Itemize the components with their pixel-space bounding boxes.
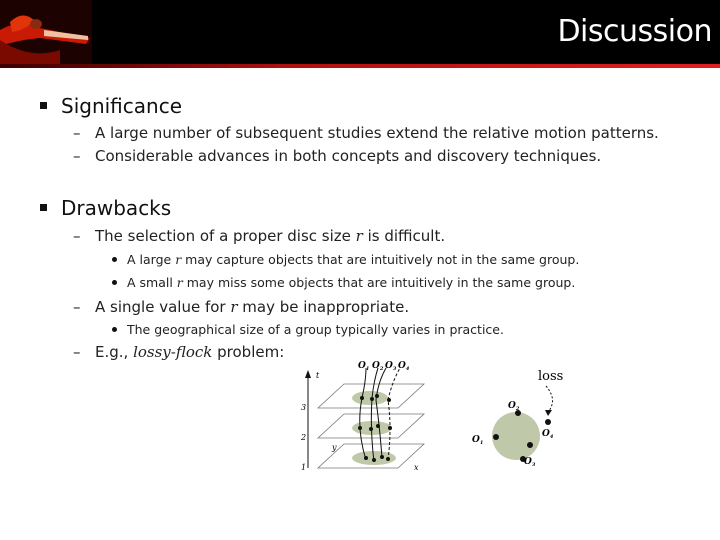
dot-bullet xyxy=(112,257,117,262)
object-label: $O_2$ xyxy=(508,401,520,412)
trajectory xyxy=(371,368,378,462)
header-dancer-image xyxy=(0,0,92,64)
arrowhead-icon xyxy=(305,370,311,378)
dot-bullet xyxy=(112,327,117,332)
sub-list-item: The geographical size of a group typically varies in practice. xyxy=(112,322,504,337)
dash-bullet: – xyxy=(73,343,81,361)
group-disc xyxy=(492,412,540,460)
square-bullet-icon xyxy=(40,102,47,109)
section-significance xyxy=(40,94,182,118)
loss-label: loss xyxy=(538,369,564,384)
axis-t-label: t xyxy=(316,371,320,380)
dot-bullet xyxy=(112,280,117,285)
object-label: $O_3$ xyxy=(385,361,397,372)
level-label: 1 xyxy=(301,463,307,472)
dash-bullet: – xyxy=(73,227,81,245)
trajectory xyxy=(376,368,386,458)
section-drawbacks xyxy=(40,196,171,220)
dash-bullet: – xyxy=(73,147,81,165)
object-label: $O_4$ xyxy=(398,361,410,372)
header-divider xyxy=(0,64,720,68)
slide-title: Discussion xyxy=(557,14,712,49)
level-label: 2 xyxy=(301,433,307,442)
list-item: – E.g., lossy-flock problem: xyxy=(73,343,285,361)
dash-bullet: – xyxy=(73,124,81,142)
loss-arrow xyxy=(546,386,553,412)
axis-y-label: y xyxy=(332,443,337,452)
object-label: $O_1$ xyxy=(358,361,370,372)
section-heading: Drawbacks xyxy=(61,196,172,220)
list-item: – A single value for r may be inappropriate. xyxy=(73,298,410,316)
slide-header xyxy=(0,0,720,64)
dash-bullet: – xyxy=(73,298,81,316)
list-item: – A large number of subsequent studies extend the relative motion patterns. xyxy=(73,124,659,142)
sub-list-item: A large r may capture objects that are intuitively not in the same group. xyxy=(112,252,579,267)
object-label: $O_4$ xyxy=(542,429,554,440)
axis-x-label: x xyxy=(414,463,419,472)
object-label: $O_3$ xyxy=(524,457,536,468)
list-item: – Considerable advances in both concepts and discovery techniques. xyxy=(73,147,602,165)
section-heading: Significance xyxy=(61,94,183,118)
object-label: $O_1$ xyxy=(472,435,484,446)
square-bullet-icon xyxy=(40,204,47,211)
sub-list-item: A small r may miss some objects that are intuitively in the same group. xyxy=(112,275,575,290)
object-label: $O_2$ xyxy=(372,361,384,372)
level-label: 3 xyxy=(301,403,307,412)
list-item: – The selection of a proper disc size r is difficult. xyxy=(73,227,446,245)
lossy-flock-figure xyxy=(296,358,576,478)
group-disc xyxy=(352,391,388,405)
arrowhead-icon xyxy=(545,410,552,416)
